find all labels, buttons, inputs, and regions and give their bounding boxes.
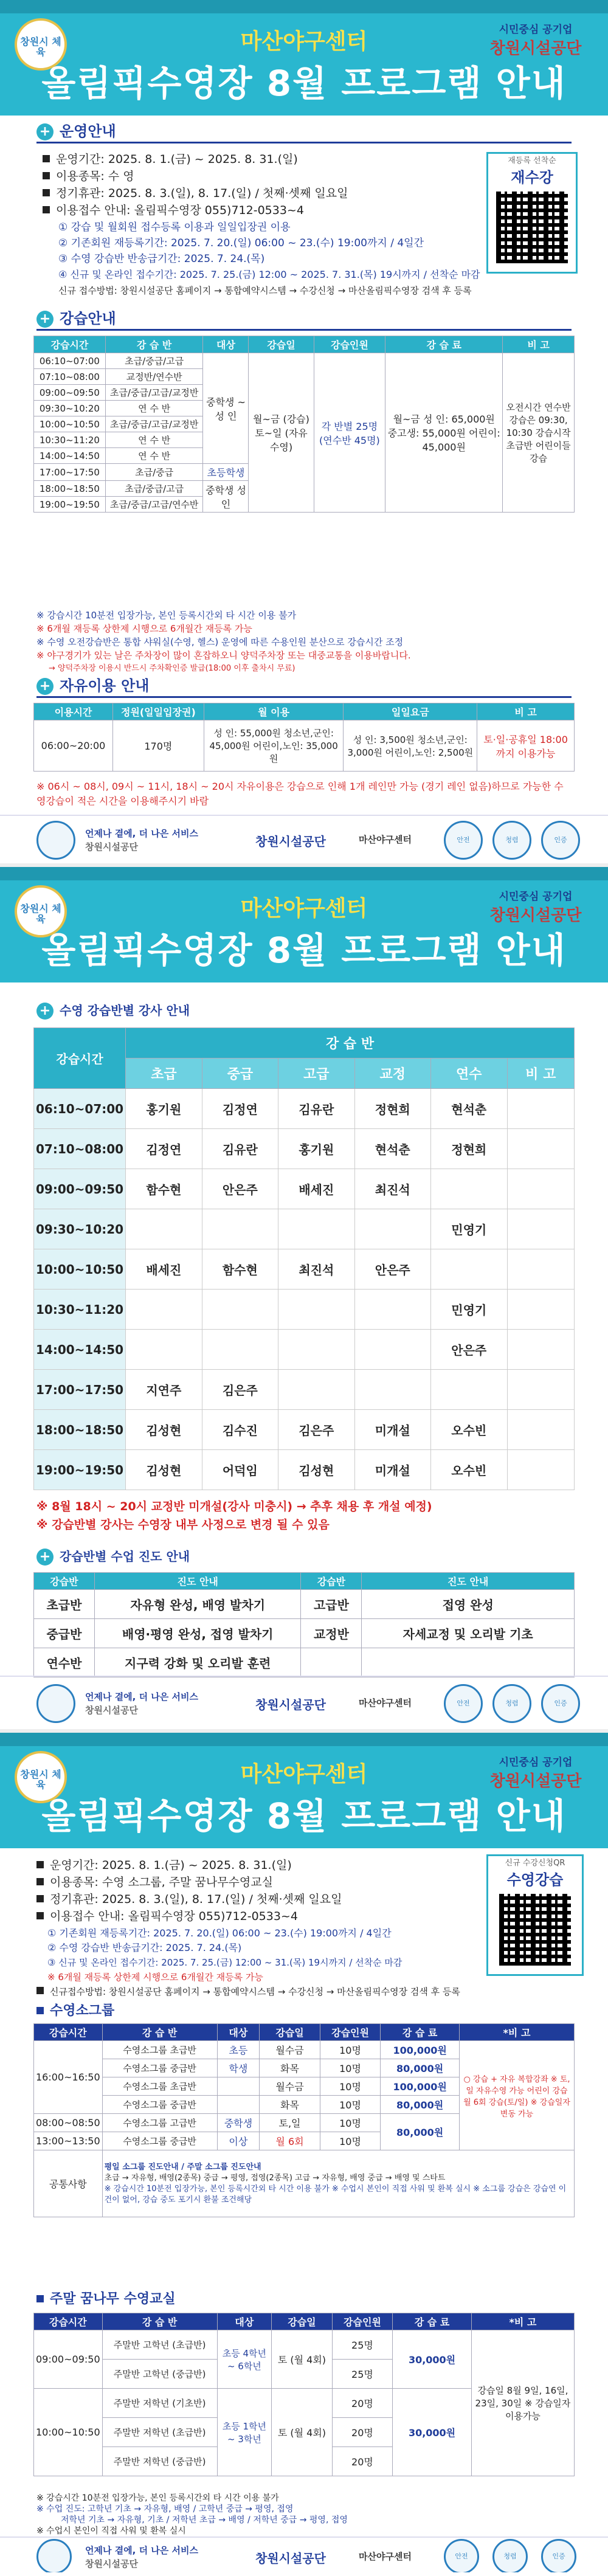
table-row: 주말반 고학년 (중급반) 25명: [34, 2360, 575, 2389]
instructor-cell: [431, 1249, 507, 1290]
time-cell: 09:30~10:20: [34, 1209, 126, 1249]
plus-icon: +: [36, 1549, 54, 1566]
table-row: 09:30~10:20 연 수 반: [34, 401, 575, 416]
city-emblem-icon: [36, 821, 75, 860]
table-row: 18:00~18:50 초급/중급/고급 중학생 성 인: [34, 481, 575, 497]
company-name: 창원시설공단: [489, 1772, 582, 1790]
instructor-cell: 배세진: [278, 1169, 354, 1209]
footer-slogan: 창원시설공단: [85, 841, 138, 852]
header-banner: [0, 0, 608, 116]
step-line: ② 수영 강습반 반송급기간: 2025. 7. 24.(목): [47, 1942, 242, 1953]
instructor-cell: 김성현: [126, 1450, 202, 1490]
slogan-line: 시민중심 공기업: [499, 1756, 573, 1769]
free-table: [33, 703, 575, 772]
cell: 성 인: 55,000원 청소년,군인: 45,000원 어린이,노인: 35,000원: [204, 720, 344, 772]
table-row: 16:00~16:50 수영소그룹 초급반 초등 월수금 10명 100,000원 ○ 강습 + 자유 복합강좌 ※ 토, 일 자유수영 가능 어린이 강습 월 6회 강습(토/일) ※ 강습일자 변동 가능: [34, 2041, 575, 2059]
instructor-cell: 최진석: [354, 1169, 430, 1209]
small-group-table: [33, 2023, 575, 2217]
table-row: 수영소그룹 중급반 화목 10명 80,000원: [34, 2096, 575, 2114]
time-cell: 14:00~14:50: [34, 1330, 126, 1370]
instructor-cell: 김유란: [202, 1129, 278, 1169]
header-cell: 강 습 반: [126, 1028, 575, 1058]
instructor-cell: 김은주: [278, 1410, 354, 1450]
instructor-cell: 정현희: [431, 1129, 507, 1169]
instructor-cell: 김정연: [126, 1129, 202, 1169]
info-line: 운영기간: 2025. 8. 1.(금) ~ 2025. 8. 31.(일): [36, 1858, 292, 1873]
qr-box[interactable]: [486, 1854, 584, 1976]
company-name: 창원시설공단: [489, 906, 582, 925]
table-row: 연수반 지구력 강화 및 오리발 훈련: [34, 1648, 575, 1677]
table-row: 14:00~14:50 연 수 반: [34, 448, 575, 464]
note-cell: 강습일 8월 9일, 16일, 23일, 30일 ※ 강습일자 이용가능: [471, 2330, 574, 2476]
header-cell: 초급: [126, 1058, 202, 1089]
time-cell: 18:00~18:50: [34, 1410, 126, 1450]
instructor-cell: [507, 1410, 574, 1450]
info-line: 정기휴관: 2025. 8. 3.(일), 8. 17.(일) / 첫째·셋째 일요일: [36, 1892, 342, 1907]
header-cell: 중급: [202, 1058, 278, 1089]
free-note: ※ 06시 ~ 08시, 09시 ~ 11시, 18시 ~ 20시 자유이용은 강습으로 인해 1개 레인만 가능 (경기 레인 없음)하므로 가능한 수영강습이 적은 시간을 이용해주시기 바람: [36, 781, 564, 807]
instructor-cell: [126, 1330, 202, 1370]
note-line: ※ 6개월 재등록 상한제 시행으로 6개월간 재등록 가능: [36, 623, 252, 634]
instructor-cell: [202, 1330, 278, 1370]
time-cell: 06:10~07:00: [34, 1089, 126, 1129]
table-row: 07:10~08:00 교정반/연수반: [34, 369, 575, 385]
cell: 토·일·공휴일 18:00까지 이용가능: [477, 720, 575, 772]
qr-label: 재등록 선착순: [508, 156, 556, 165]
header-cell: 강습시간: [34, 2024, 103, 2041]
instructor-cell: [507, 1370, 574, 1410]
header-cell: 강습일: [260, 2024, 320, 2041]
table-row: 수영소그룹 중급반 학생 화목 10명 80,000원: [34, 2059, 575, 2077]
instructor-cell: 홍기원: [278, 1129, 354, 1169]
instructor-cell: 지연주: [126, 1370, 202, 1410]
qr-code-icon: [496, 192, 568, 263]
instructor-cell: [126, 1290, 202, 1330]
header-cell: 이용시간: [34, 703, 113, 720]
instructor-cell: 안은주: [431, 1330, 507, 1370]
header-cell: 고급: [278, 1058, 354, 1089]
instructor-cell: [507, 1450, 574, 1490]
note-line: ※ 수영 오전강습반은 통합 샤워실(수영, 헬스) 운영에 따른 수용인원 분산으로 강습시간 조정: [36, 637, 404, 647]
header-banner: [0, 867, 608, 982]
footer-center: 마산야구센터: [359, 1697, 412, 1708]
header-cell: 강 습 료: [385, 336, 503, 353]
section-progress: [36, 1547, 572, 1569]
instructor-cell: [507, 1249, 574, 1290]
footer-brand: 창원시설공단: [255, 1697, 326, 1712]
cell: 06:00~20:00: [34, 720, 113, 772]
header-cell: 비 고: [477, 703, 575, 720]
instructor-cell: 미개설: [354, 1450, 430, 1490]
center-title: 마산야구센터: [240, 29, 368, 54]
instructor-cell: [354, 1209, 430, 1249]
integrity-badge-icon: 청렴: [492, 1684, 531, 1723]
instructor-cell: 함수현: [126, 1169, 202, 1209]
common-label: 공통사항: [34, 2150, 103, 2217]
instructor-cell: 김성현: [278, 1450, 354, 1490]
step-line: ① 기존회원 재등록기간: 2025. 7. 20.(일) 06:00 ~ 23.(수) 19:00까지 / 4일간: [47, 1927, 392, 1939]
instructor-cell: 정현희: [354, 1089, 430, 1129]
center-title: 마산야구센터: [240, 896, 368, 921]
table-row: 13:00~13:50 수영소그룹 중급반 이상 월 6회 10명: [34, 2132, 575, 2150]
page-title: 올림픽수영장 8월 프로그램 안내: [41, 63, 567, 104]
instructor-cell: 김수진: [202, 1410, 278, 1450]
footer-brand: 창원시설공단: [255, 834, 326, 849]
table-row: [34, 1169, 575, 1209]
time-cell: 10:30~11:20: [34, 1290, 126, 1330]
slogan-line: 시민중심 공기업: [499, 24, 573, 36]
time-cell: 07:10~08:00: [34, 1129, 126, 1169]
table-row: [34, 2150, 575, 2217]
cell: 성 인: 3,500원 청소년,군인: 3,000원 어린이,노인: 2,500원: [344, 720, 477, 772]
instructor-cell: [354, 1330, 430, 1370]
instructor-cell: 민영기: [431, 1209, 507, 1249]
header-cell: 대상: [217, 2024, 260, 2041]
target-cell: 초등학생: [203, 464, 249, 481]
header-cell: 강습시간: [34, 336, 106, 353]
footer-slogan: 창원시설공단: [85, 1705, 138, 1716]
table-row: [34, 1330, 575, 1370]
table-row: 수영소그룹 초급반 월수금 10명 100,000원: [34, 2077, 575, 2096]
time-cell: 17:00~17:50: [34, 1370, 126, 1410]
step-line: 신규 접수방법: 창원시설공단 홈페이지 → 통합예약시스템 → 수강신청 → 마산올림픽수영장 검색 후 등록: [58, 285, 472, 296]
qr-title: 재수강: [511, 169, 553, 186]
table-header: [34, 2313, 575, 2330]
integrity-badge-icon: 청렴: [492, 821, 531, 860]
table-row: 06:10~07:00 초급/중급/고급 중학생 ~ 성 인 월~금 (강습) 토~일 (자유수영) 각 반별 25명 (연수반 45명) 월~금 성 인: 65,000원 중고생: 55,000원 어린이: 45,000원 오전시간 연수반 강습은 09:30, 10:30 강습시작 초급반 어린이들 강습: [34, 353, 575, 369]
step-line: ④ 신규 및 온라인 접수기간: 2025. 7. 25.(금) 12:00 ~ 2025. 7. 31.(목) 19시까지 / 선착순 마감: [58, 269, 480, 280]
instructor-cell: [354, 1370, 430, 1410]
header-stripe: [0, 867, 608, 880]
city-logo: 창원시 체육: [15, 1751, 67, 1803]
section-small-group: 수영소그룹: [36, 2004, 114, 2018]
city-logo: 창원시 체육: [15, 885, 67, 938]
step-line: 신규접수방법: 창원시설공단 홈페이지 → 통합예약시스템 → 수강신청 → 마산올림픽수영장 검색 후 등록: [36, 1984, 460, 1999]
note-line: ※ 야구경기가 있는 날은 주차장이 많이 혼잡하오니 양덕주차장 또는 대중교통을 이용바랍니다.: [36, 650, 411, 661]
table-row: [34, 1290, 575, 1330]
header-cell: 강습인원: [320, 2024, 381, 2041]
header-cell: 강습시간: [34, 1028, 126, 1089]
safety-badge-icon: 안전: [444, 1684, 483, 1723]
table-row: 09:00~09:50 초급/중급/고급/교정반: [34, 385, 575, 401]
header-cell: 정원(일일입장권): [112, 703, 204, 720]
footer: [0, 815, 608, 863]
footer-center: 마산야구센터: [359, 834, 412, 845]
company-slogan: [478, 888, 593, 925]
header-cell: 비 고: [503, 336, 575, 353]
instructor-cell: [431, 1370, 507, 1410]
step-line: ② 기존회원 재등록기간: 2025. 7. 20.(일) 06:00 ~ 23.(수) 19:00까지 / 4일간: [58, 237, 424, 249]
footer-slogan: 창원시설공단: [85, 2558, 138, 2569]
company-name: 창원시설공단: [489, 40, 582, 58]
section-class: [36, 309, 572, 331]
city-emblem-icon: [36, 1684, 75, 1723]
safety-badge-icon: 안전: [444, 821, 483, 860]
header-banner: [0, 1733, 608, 1848]
table-header: [34, 1028, 575, 1058]
section-weekend: 주말 꿈나무 수영교실: [36, 2292, 176, 2307]
table-row: 09:00~09:50 주말반 고학년 (초급반) 초등 4학년~ 6학년 토 (월 4회) 25명 30,000원 강습일 8월 9일, 16일, 23일, 30일 ※ 강습일자 이용가능: [34, 2330, 575, 2360]
page-2: [0, 863, 608, 1729]
info-line: 운영기간: 2025. 8. 1.(금) ~ 2025. 8. 31.(일): [43, 152, 298, 167]
table-header: [34, 2024, 575, 2041]
center-title: 마산야구센터: [240, 1762, 368, 1787]
header-cell: 강습일: [272, 2313, 333, 2330]
instructor-cell: 김성현: [126, 1410, 202, 1450]
instructor-cell: [507, 1290, 574, 1330]
section-title: 수영 강습반별 강사 안내: [60, 1003, 190, 1018]
people-cell: 각 반별 25명 (연수반 45명): [314, 353, 385, 513]
time-cell: 10:00~10:50: [34, 1249, 126, 1290]
footer: [0, 1676, 608, 1729]
instructor-cell: 현석춘: [354, 1129, 430, 1169]
safety-badge-icon: 안전: [444, 2539, 479, 2572]
plus-icon: +: [36, 678, 54, 695]
note-line: ※ 강습시간 10분전 입장가능, 본인 등록시간외 타 시간 이용 불가: [36, 2493, 279, 2503]
city-emblem-icon: [36, 2539, 72, 2572]
step-line: ※ 6개월 재등록 상한제 시행으로 6개월간 재등록 가능: [47, 1972, 263, 1983]
plus-icon: +: [36, 1003, 54, 1020]
instructor-cell: 미개설: [354, 1410, 430, 1450]
instructor-cell: 안은주: [202, 1169, 278, 1209]
section-instructors: [36, 1001, 572, 1023]
city-logo: 창원시 체육: [15, 18, 67, 71]
instructor-cell: [126, 1209, 202, 1249]
step-line: ① 강습 및 월회원 접수등록 이용과 일일입장권 이용: [58, 221, 291, 233]
company-slogan: [478, 21, 593, 58]
certification-badge-icon: 인증: [541, 1684, 580, 1723]
header-cell: 강습반: [301, 1573, 362, 1590]
note-line: ※ 강습시간 10분전 입장가능, 본인 등록시간외 타 시간 이용 불가: [36, 610, 297, 621]
instructor-cell: [507, 1169, 574, 1209]
header-cell: 강습시간: [34, 2313, 103, 2330]
cell: 170명: [112, 720, 204, 772]
plus-icon: +: [36, 123, 54, 140]
header-cell: 강습일: [249, 336, 314, 353]
section-title: 강습안내: [60, 310, 116, 327]
section-free: [36, 676, 572, 698]
small-notes: ※ 강습시간 10분전 입장가능, 본인 등록시간외 타 시간 이용 불가 ※ 수업시 본인이 직접 사워 및 환복 실시 ※ 소그룹 강습은 강습연 이건이 없어, 강습 중도 포기시 환불 조건해당: [104, 2184, 567, 2205]
header-cell: 일일요금: [344, 703, 477, 720]
instructor-cell: [278, 1330, 354, 1370]
page-title: 올림픽수영장 8월 프로그램 안내: [41, 1795, 567, 1837]
instructor-cell: 배세진: [126, 1249, 202, 1290]
header-cell: 연수: [431, 1058, 507, 1089]
qr-title: 수영강습: [506, 1871, 564, 1888]
header-cell: 월 이용: [204, 703, 344, 720]
table-row: 08:00~08:50 수영소그룹 고급반 중학생 토,일 10명 80,000원: [34, 2114, 575, 2132]
section-title: 강습반별 수업 진도 안내: [60, 1549, 190, 1564]
note-line: ※ 8월 18시 ~ 20시 교정반 미개설(강사 미충시) → 추후 채용 후 개설 예정): [36, 1500, 432, 1513]
company-slogan: [478, 1753, 593, 1791]
table-header: [34, 1573, 575, 1590]
info-line: 이용접수 안내: 올림픽수영장 055)712-0533~4: [43, 203, 304, 218]
info-line: 정기휴관: 2025. 8. 3.(일), 8. 17.(일) / 첫째·셋째 일요일: [43, 186, 348, 201]
page-3: [0, 1729, 608, 2572]
instructor-cell: [507, 1209, 574, 1249]
table-row: 중급반 배영·평영 완성, 접영 발차기 교정반 자세교정 및 오리발 기초: [34, 1619, 575, 1648]
table-row: 주말반 저학년 (초급반) 20명: [34, 2418, 575, 2447]
instructor-cell: [507, 1129, 574, 1169]
section-operation: [36, 122, 572, 143]
table-row: 주말반 저학년 (중급반) 20명: [34, 2447, 575, 2476]
header-cell: *비 고: [459, 2024, 574, 2041]
instructor-cell: 홍기원: [126, 1089, 202, 1129]
certification-badge-icon: 인증: [541, 2539, 576, 2572]
progress-table: [33, 1572, 575, 1677]
qr-box[interactable]: [486, 152, 578, 274]
header-cell: 대상: [203, 336, 249, 353]
instructor-cell: [507, 1330, 574, 1370]
note-line: ※ 강습반별 강사는 수영장 내부 사정으로 변경 될 수 있음: [36, 1518, 330, 1531]
info-line: 이용종목: 수영 소그룹, 주말 꿈나무수영교실: [36, 1875, 273, 1890]
footer: [0, 2536, 608, 2572]
header-cell: 강 습 료: [381, 2024, 460, 2041]
table-row: 10:00~10:50 주말반 저학년 (기초반) 초등 1학년~ 3학년 토 (월 4회) 20명 30,000원: [34, 2389, 575, 2418]
instructor-cell: 김유란: [278, 1089, 354, 1129]
instructor-cell: 최진석: [278, 1249, 354, 1290]
table-row: [34, 1089, 575, 1129]
table-row: [34, 1370, 575, 1410]
instructor-cell: 민영기: [431, 1290, 507, 1330]
table-row: [34, 1410, 575, 1450]
table-row: 10:00~10:50 초급/중급/고급/교정반: [34, 416, 575, 432]
footer-brand: 창원시설공단: [255, 2551, 326, 2566]
small-progress-title: 평일 소그룹 진도안내 / 주말 소그룹 진도안내: [104, 2162, 261, 2172]
instructor-cell: [507, 1089, 574, 1129]
slogan-line: 시민중심 공기업: [499, 891, 573, 903]
header-cell: 강 습 반: [105, 336, 203, 353]
instructor-cell: [354, 1290, 430, 1330]
instructor-cell: 김은주: [202, 1370, 278, 1410]
fee-cell: 월~금 성 인: 65,000원 중고생: 55,000원 어린이: 45,000원: [385, 353, 503, 513]
instructor-cell: 안은주: [354, 1249, 430, 1290]
table-header: [34, 703, 575, 720]
table-row: 19:00~19:50 초급/중급/고급/연수반: [34, 497, 575, 513]
header-cell: 강 습 반: [102, 2313, 217, 2330]
note-line: ※ 수업 진도: 고학년 기초 → 자유형, 배영 / 고학년 중급 → 평영, 접영: [36, 2504, 294, 2514]
header-cell: 진도 안내: [362, 1573, 575, 1590]
time-cell: 09:00~09:50: [34, 1169, 126, 1209]
table-row: [34, 1249, 575, 1290]
section-title: 운영안내: [60, 123, 116, 140]
footer-slogan: 언제나 곁에, 더 나은 서비스: [85, 1691, 198, 1702]
header-cell: 강습반: [34, 1573, 95, 1590]
integrity-badge-icon: 청렴: [492, 2539, 528, 2572]
footer-slogan: 언제나 곁에, 더 나은 서비스: [85, 828, 198, 839]
header-cell: 강습인원: [332, 2313, 393, 2330]
note-cell: 오전시간 연수반 강습은 09:30, 10:30 강습시작 초급반 어린이들 강습: [503, 353, 575, 513]
footer-slogan: 언제나 곁에, 더 나은 서비스: [85, 2545, 198, 2556]
instructor-cell: [278, 1209, 354, 1249]
page-title: 올림픽수영장 8월 프로그램 안내: [41, 930, 567, 971]
instructor-cell: 김정연: [202, 1089, 278, 1129]
qr-label: 신규 수강신청QR: [505, 1859, 565, 1868]
table-header: [34, 336, 575, 353]
note-line: 저학년 기초 → 자유형, 기초 / 저학년 초급 → 배영 / 저학년 중급 → 평영, 접영: [61, 2515, 348, 2525]
instructor-cell: [202, 1209, 278, 1249]
table-row: 17:00~17:50 초급/중급 초등학생: [34, 464, 575, 481]
qr-code-icon: [499, 1894, 571, 1966]
days-cell: 월~금 (강습) 토~일 (자유수영): [249, 353, 314, 513]
header-cell: 강습인원: [314, 336, 385, 353]
instructor-cell: 오수빈: [431, 1450, 507, 1490]
footer-center: 마산야구센터: [359, 2551, 412, 2562]
table-row: 초급반 자유형 완성, 배영 발차기 고급반 접영 완성: [34, 1590, 575, 1619]
info-line: 이용종목: 수 영: [43, 169, 134, 184]
weekend-table: [33, 2313, 575, 2476]
note-line: ※ 수업시 본인이 직접 사워 및 환복 실시: [36, 2526, 186, 2536]
plus-icon: +: [36, 311, 54, 328]
time-cell: 19:00~19:50: [34, 1450, 126, 1490]
header-cell: 교정: [354, 1058, 430, 1089]
step-line: ③ 수영 강습반 반송급기간: 2025. 7. 24.(목): [58, 253, 265, 265]
section-title: 자유이용 안내: [60, 677, 150, 694]
table-row: 10:30~11:20 연 수 반: [34, 432, 575, 448]
header-cell: *비 고: [471, 2313, 574, 2330]
instructor-cell: 어덕임: [202, 1450, 278, 1490]
table-row: [34, 720, 575, 772]
class-table: [33, 336, 575, 513]
instructor-cell: 함수현: [202, 1249, 278, 1290]
certification-badge-icon: 인증: [541, 821, 580, 860]
target-cell: 중학생 ~ 성 인: [203, 353, 249, 464]
instructor-table: [33, 1027, 575, 1490]
page-1: [0, 0, 608, 863]
table-row: [34, 1450, 575, 1490]
header-stripe: [0, 1733, 608, 1746]
step-line: ③ 신규 및 온라인 접수기간: 2025. 7. 25.(금) 12:00 ~ 31.(목) 19시까지 / 선착순 마감: [47, 1957, 402, 1968]
instructor-cell: [431, 1169, 507, 1209]
target-cell: 중학생 성 인: [203, 481, 249, 513]
info-line: 이용접수 안내: 올림픽수영장 055)712-0533~4: [36, 1909, 298, 1924]
instructor-cell: 현석춘: [431, 1089, 507, 1129]
header-cell: 비 고: [507, 1058, 574, 1089]
header-cell: 강 습 료: [393, 2313, 472, 2330]
header-cell: 진도 안내: [94, 1573, 301, 1590]
instructor-cell: 오수빈: [431, 1410, 507, 1450]
header-stripe: [0, 0, 608, 13]
small-progress-text: 초급 → 자유형, 배영(2종목) 중급 → 평영, 접영(2종목) 고급 → 자유형, 배영 중급 → 배영 및 스타트: [104, 2173, 446, 2183]
instructor-cell: [278, 1370, 354, 1410]
table-row: [34, 1129, 575, 1169]
header-cell: 강 습 반: [102, 2024, 217, 2041]
table-row: [34, 1209, 575, 1249]
header-cell: 대상: [217, 2313, 272, 2330]
note-cell: ○ 강습 + 자유 복합강좌 ※ 토, 일 자유수영 가능 어린이 강습 월 6회 강습(토/일) ※ 강습일자 변동 가능: [459, 2041, 574, 2150]
instructor-cell: [202, 1290, 278, 1330]
instructor-cell: [278, 1290, 354, 1330]
note-line: → 양덕주차장 이용시 반드시 주차확인증 발급(18:00 이후 출차시 무료): [49, 664, 295, 673]
